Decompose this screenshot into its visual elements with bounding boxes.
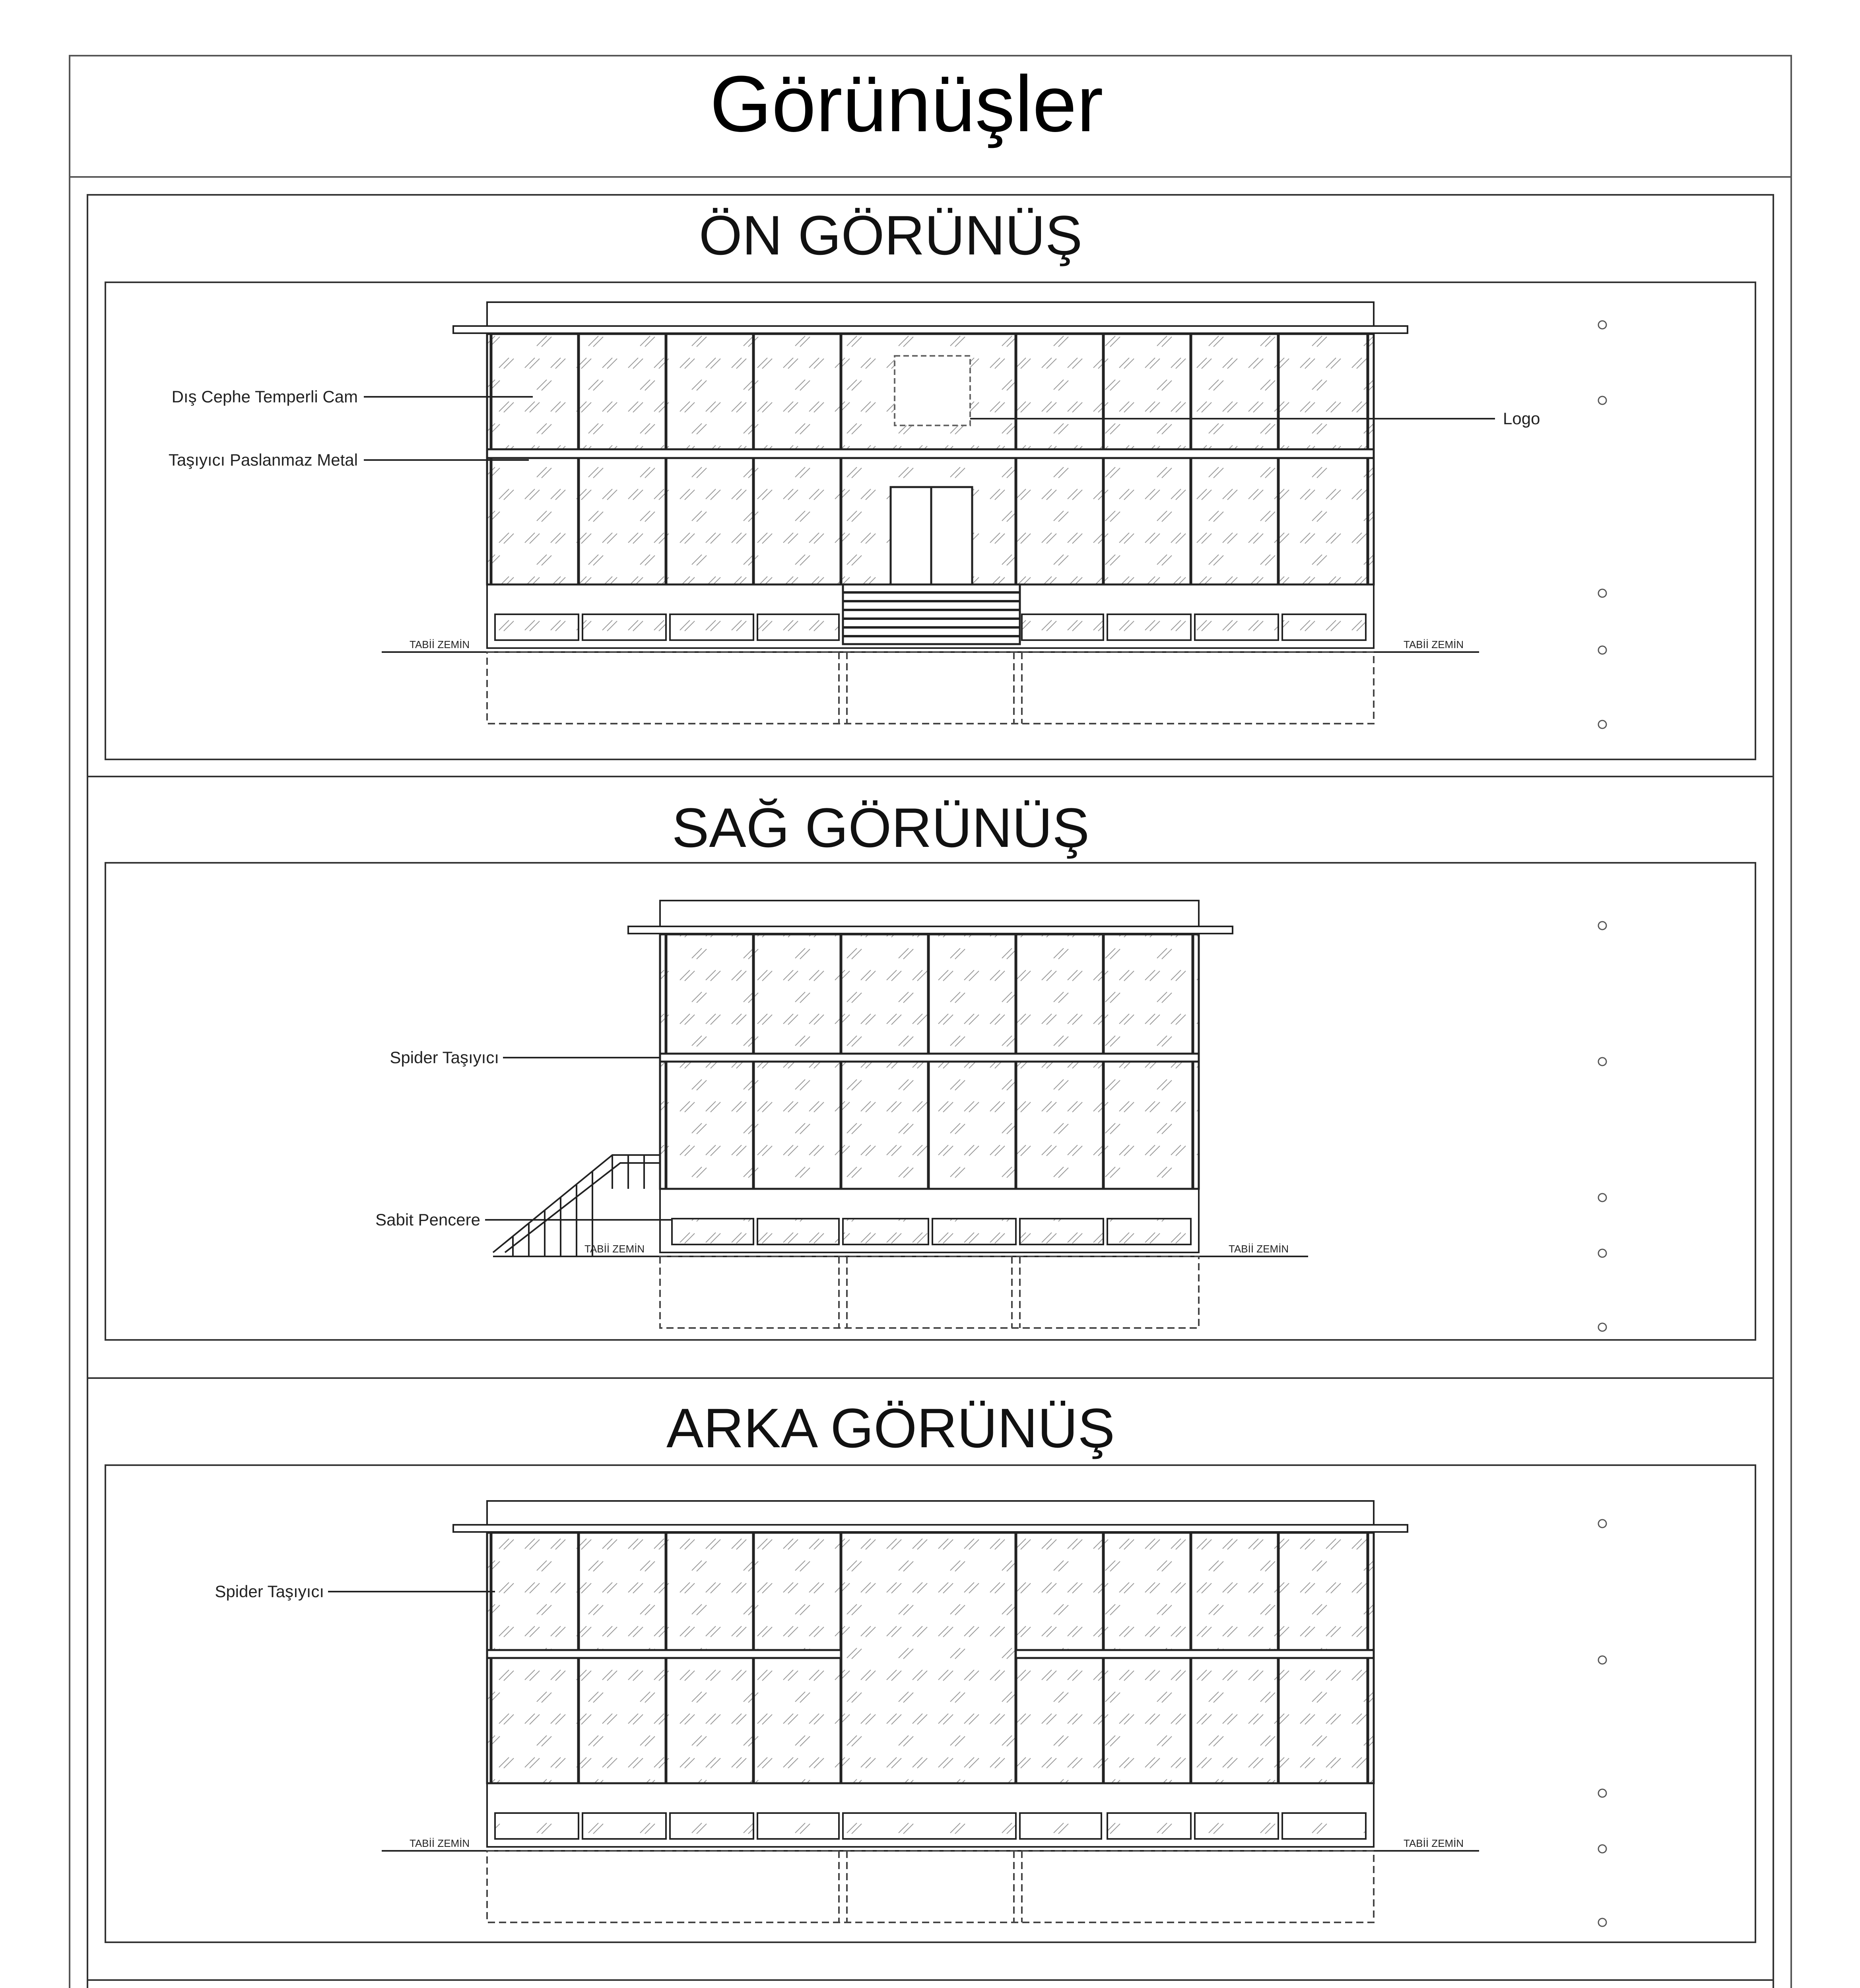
ground-label: TABİİ ZEMİN	[410, 639, 470, 650]
ground-label: TABİİ ZEMİN	[1404, 639, 1464, 650]
label-spider-tasiyici: Spider Taşıyıcı	[215, 1582, 324, 1601]
transom	[487, 1650, 841, 1658]
stainless-transom	[487, 449, 1374, 458]
roof	[487, 302, 1374, 326]
roof	[660, 901, 1199, 926]
roof-slab	[628, 926, 1233, 934]
view-title: SAĞ GÖRÜNÜŞ	[672, 796, 1090, 859]
label-paslanmaz-metal: Taşıyıcı Paslanmaz Metal	[168, 450, 358, 469]
front-view	[105, 204, 1755, 759]
page-title: Görünüşler	[710, 60, 1103, 148]
view-title: ARKA GÖRÜNÜŞ	[666, 1397, 1115, 1459]
transom	[660, 1054, 1199, 1062]
roof-slab	[453, 326, 1408, 333]
side-stairs	[493, 1155, 660, 1256]
level-markers	[1598, 1520, 1606, 1926]
roof-slab	[453, 1525, 1408, 1532]
foundation	[660, 1256, 1199, 1328]
ground-label: TABİİ ZEMİN	[410, 1837, 470, 1849]
back-view	[105, 1397, 1755, 1942]
label-logo: Logo	[1503, 409, 1540, 428]
ground-label: TABİİ ZEMİN	[1229, 1243, 1289, 1255]
level-markers	[1598, 922, 1606, 1331]
foundation	[487, 652, 1374, 724]
roof	[487, 1501, 1374, 1525]
label-sabit-pencere: Sabit Pencere	[375, 1210, 480, 1229]
view-title: ÖN GÖRÜNÜŞ	[699, 204, 1083, 266]
label-spider-tasiyici: Spider Taşıyıcı	[390, 1048, 499, 1067]
transom	[1016, 1650, 1374, 1658]
logo-box	[895, 356, 970, 425]
level-markers	[1598, 321, 1606, 728]
right-view	[105, 796, 1755, 1340]
ground-label: TABİİ ZEMİN	[1404, 1837, 1464, 1849]
foundation	[487, 1851, 1374, 1922]
ground-label: TABİİ ZEMİN	[584, 1243, 645, 1255]
label-temperli-cam: Dış Cephe Temperli Cam	[171, 387, 358, 406]
